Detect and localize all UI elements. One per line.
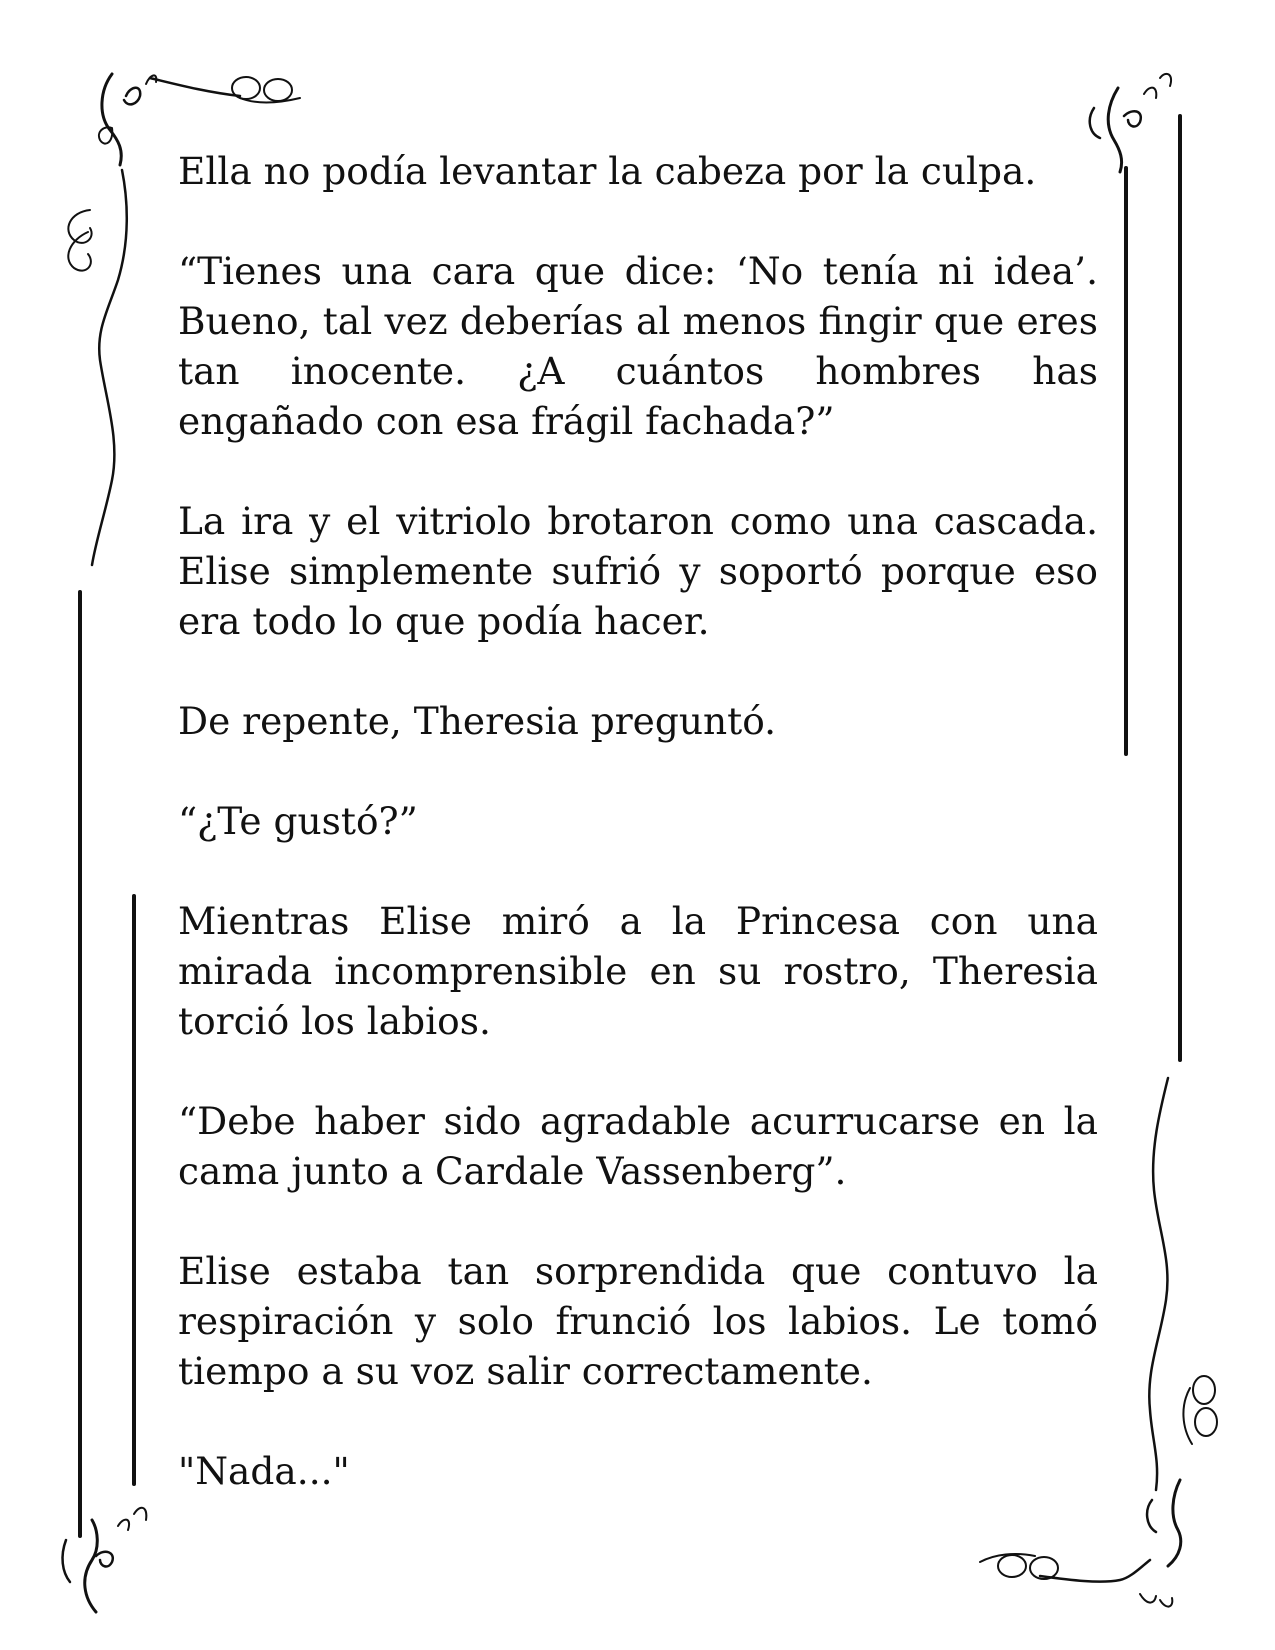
top-right-flourish-icon bbox=[1090, 74, 1171, 172]
left-vine-icon bbox=[92, 170, 127, 565]
bottom-left-flourish-icon bbox=[63, 1508, 147, 1612]
paragraph-9: "Nada..." bbox=[178, 1449, 350, 1493]
text-body bbox=[178, 146, 1098, 1496]
paragraph-1: Ella no podía levantar la cabeza por la culpa. bbox=[178, 149, 1037, 193]
paragraph-8: Elise estaba tan sorprendida que contuvo la respiración y solo frunció los labios. Le tomó tiempo a su voz salir correctamente. bbox=[178, 1249, 1098, 1393]
paragraph-7: “Debe haber sido agradable acurrucarse en la cama junto a Cardale Vassenberg”. bbox=[178, 1099, 1098, 1193]
paragraph-3: La ira y el vitriolo brotaron como una cascada. Elise simplemente sufrió y soportó porque eso era todo lo que podía hacer. bbox=[178, 499, 1098, 643]
paragraph-2: “Tienes una cara que dice: ‘No tenía ni idea’. Bueno, tal vez deberías al menos fingir que eres tan inocente. ¿A cuántos hombres has engañado con esa frágil fachada?” bbox=[178, 249, 1098, 443]
right-vine-icon bbox=[1149, 1078, 1168, 1490]
paragraph-5: “¿Te gustó?” bbox=[178, 799, 418, 843]
paragraph-4: De repente, Theresia preguntó. bbox=[178, 699, 777, 743]
paragraph-6: Mientras Elise miró a la Princesa con una mirada incomprensible en su rostro, Theresia torció los labios. bbox=[178, 899, 1098, 1043]
